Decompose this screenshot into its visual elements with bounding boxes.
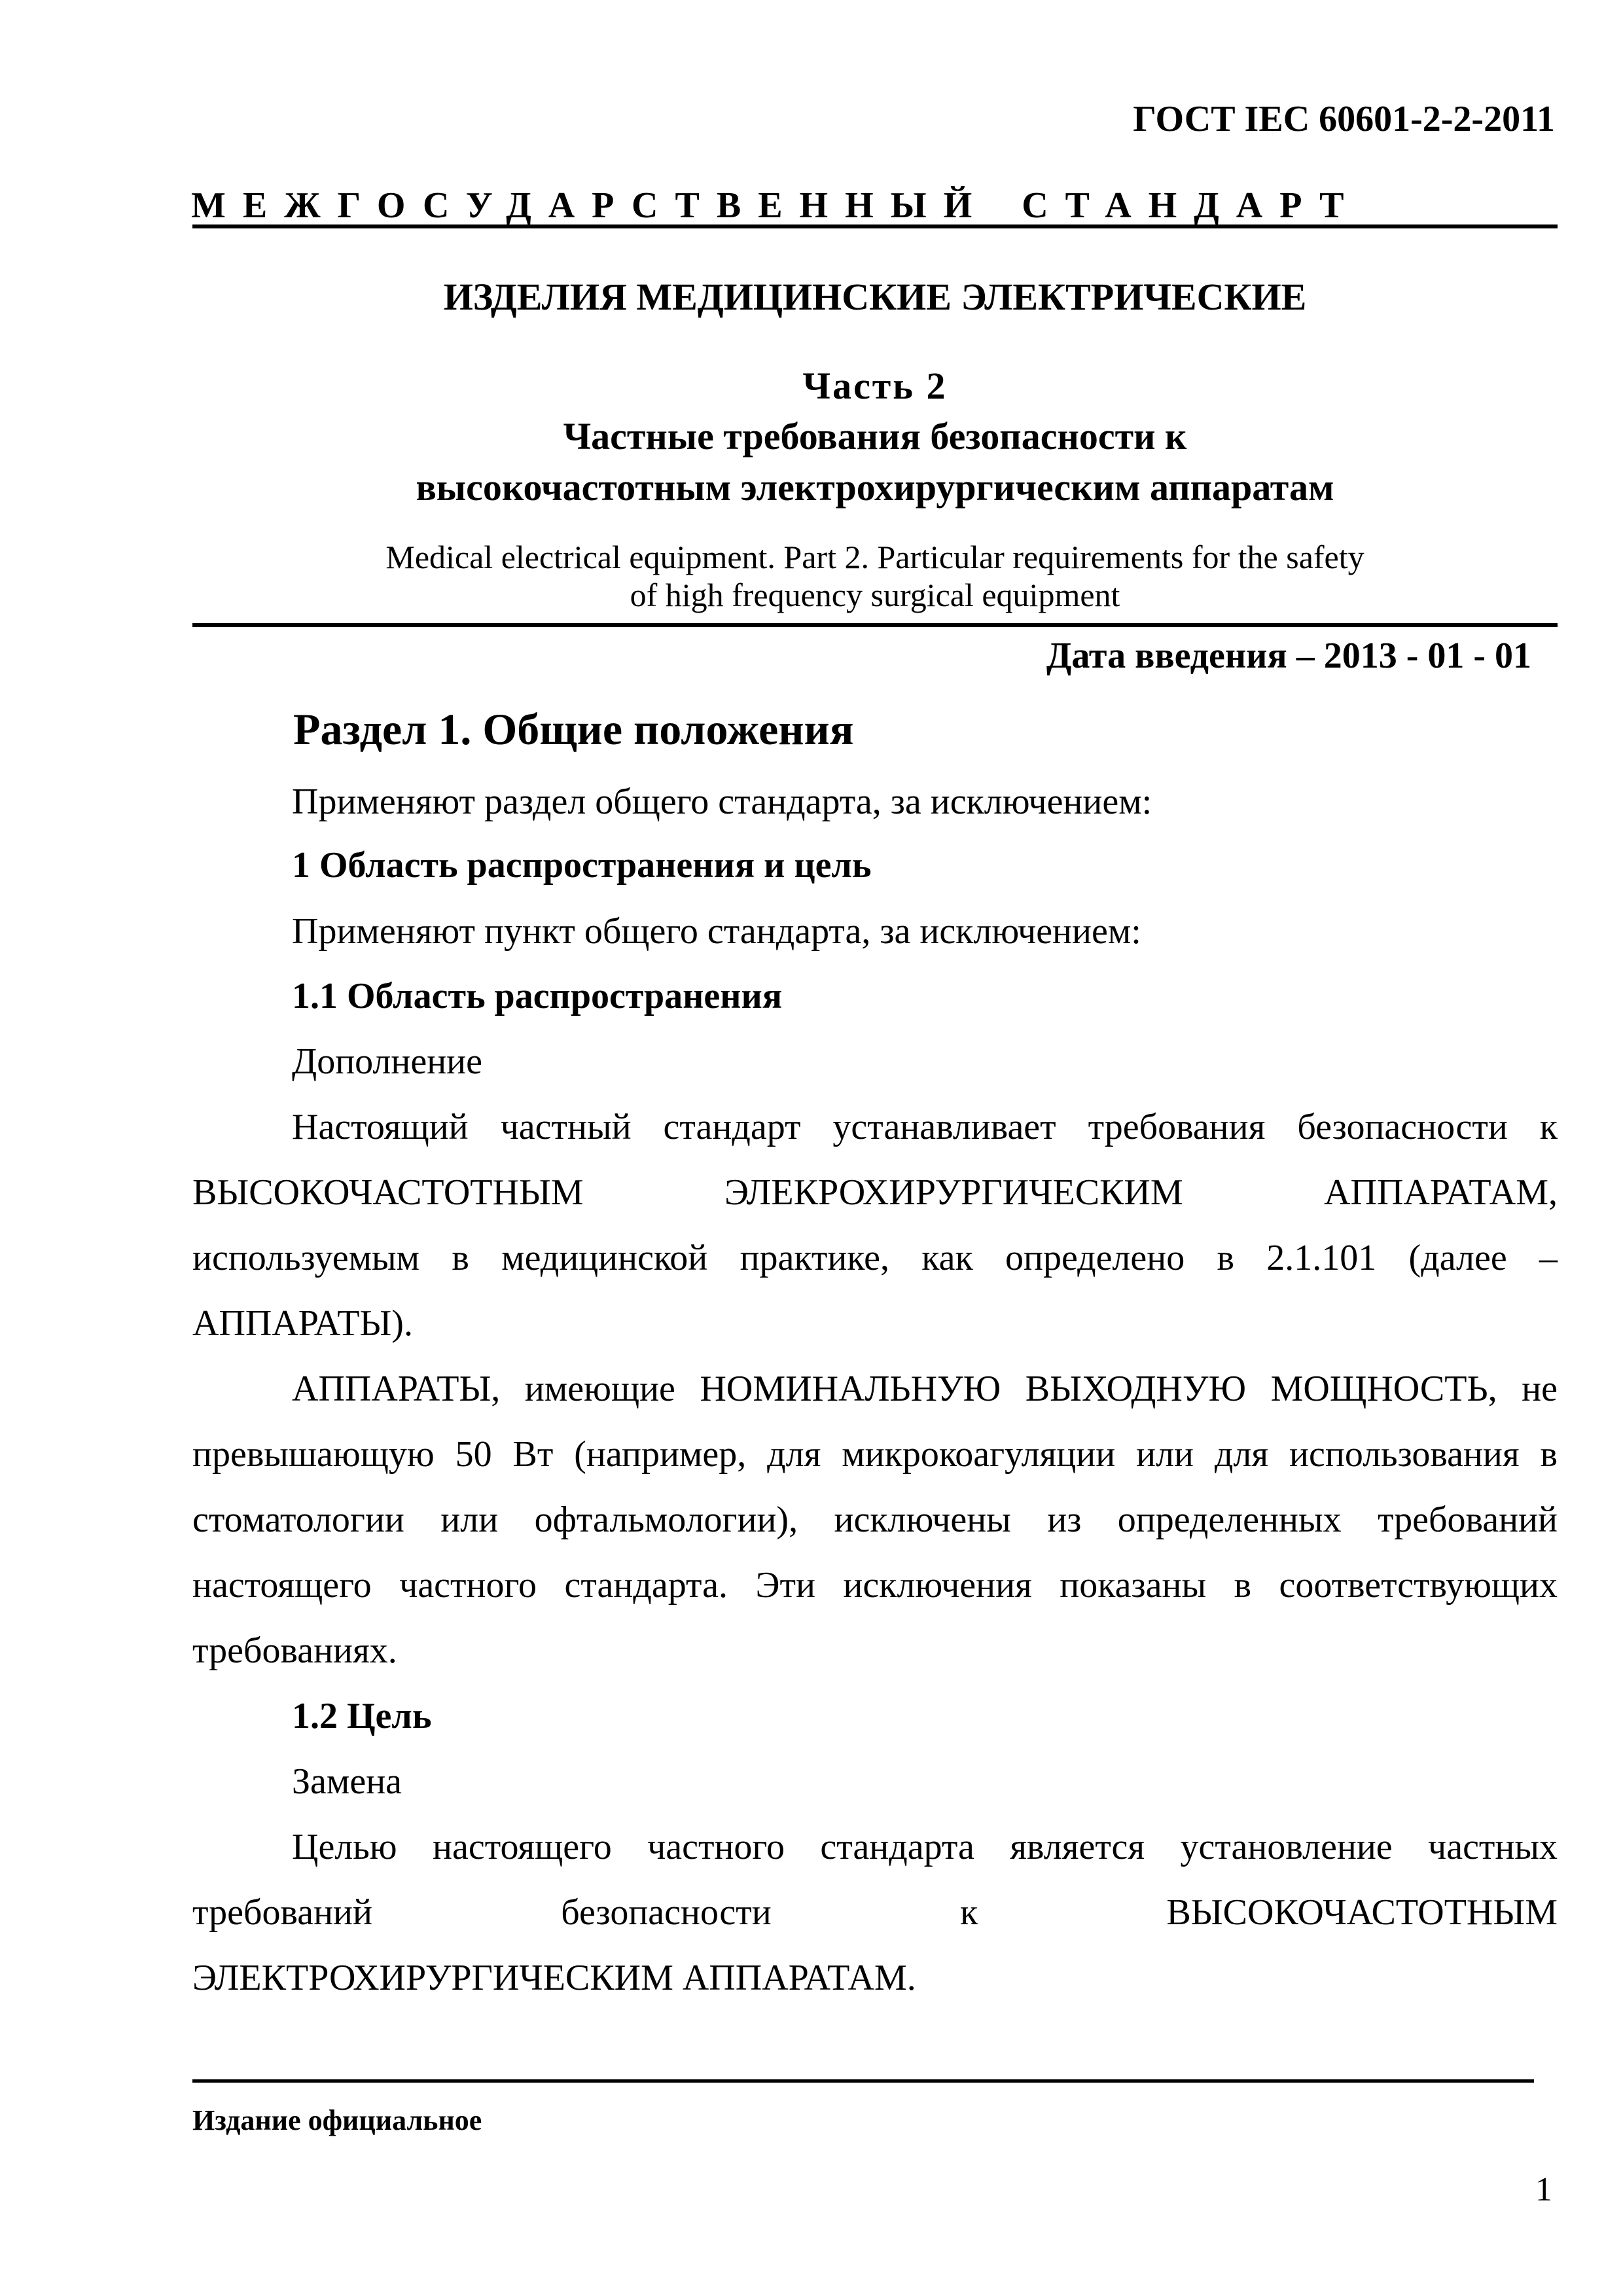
document-title: ИЗДЕЛИЯ МЕДИЦИНСКИЕ ЭЛЕКТРИЧЕСКИЕ [443, 276, 1307, 318]
part-label: Часть 2 [802, 365, 948, 407]
official-edition-label: Издание официальное [192, 2104, 482, 2136]
paragraph-3-line-2: требований безопасности к ВЫСОКОЧАСТОТНЫМ [192, 1892, 1558, 1933]
interstate-standard-banner [191, 185, 1500, 226]
heading-scope-and-object: 1 Область распространения и цель [292, 845, 872, 886]
paragraph-apply-clause: Применяют пункт общего стандарта, за исключением: [292, 911, 1141, 952]
header-divider [192, 224, 1558, 228]
paragraph-3-line-3: ЭЛЕКТРОХИРУРГИЧЕСКИМ АППАРАТАМ. [192, 1958, 916, 1998]
english-title [192, 538, 1558, 614]
english-title-line-2: of high frequency surgical equipment [630, 577, 1120, 613]
page-number: 1 [1535, 2171, 1552, 2208]
paragraph-3-line-1: Целью настоящего частного стандарта является установление частных [292, 1827, 1558, 1867]
subtitle-line-1: Частные требования безопасности к [563, 415, 1187, 457]
paragraph-1-line-3: используемым в медицинской практике, как определено в 2.1.101 (далее – [192, 1238, 1558, 1278]
english-title-line-1: Medical electrical equipment. Part 2. Particular requirements for the safety [385, 539, 1364, 575]
paragraph-2-line-1: АППАРАТЫ, имеющие НОМИНАЛЬНУЮ ВЫХОДНУЮ МОЩНОСТЬ, не [292, 1369, 1558, 1409]
paragraph-apply-section: Применяют раздел общего стандарта, за исключением: [292, 781, 1152, 822]
paragraph-addition: Дополнение [292, 1041, 482, 1082]
paragraph-1-line-4: АППАРАТЫ). [192, 1303, 413, 1344]
paragraph-2-line-5: требованиях. [192, 1630, 397, 1671]
introduction-date: Дата введения – 2013 - 01 - 01 [1046, 636, 1531, 676]
paragraph-2-line-2: превышающую 50 Вт (например, для микрокоагуляции или для использования в [192, 1434, 1558, 1475]
standard-id: ГОСТ IEC 60601-2-2-2011 [1133, 99, 1555, 139]
heading-1-2-object: 1.2 Цель [292, 1696, 432, 1736]
paragraph-replacement: Замена [292, 1761, 402, 1802]
section-heading: Раздел 1. Общие положения [293, 704, 854, 754]
title-divider [192, 623, 1558, 627]
footer-divider [192, 2079, 1534, 2083]
interstate-word: МЕЖГОСУДАРСТВЕННЫЙ [191, 185, 990, 226]
paragraph-2-line-4: настоящего частного стандарта. Эти исключения показаны в соответствующих [192, 1565, 1558, 1605]
paragraph-1-line-1: Настоящий частный стандарт устанавливает требования безопасности к [292, 1107, 1558, 1147]
subtitle-line-2: высокочастотным электрохирургическим аппаратам [416, 466, 1334, 509]
document-subtitle [192, 411, 1558, 513]
heading-1-1-scope: 1.1 Область распространения [292, 976, 783, 1016]
paragraph-2-line-3: стоматологии или офтальмологии), исключены из определенных требований [192, 1499, 1558, 1540]
paragraph-1-line-2: ВЫСОКОЧАСТОТНЫМ ЭЛЕКРОХИРУРГИЧЕСКИМ АППАРАТАМ, [192, 1172, 1558, 1213]
standard-word: СТАНДАРТ [1022, 185, 1361, 226]
